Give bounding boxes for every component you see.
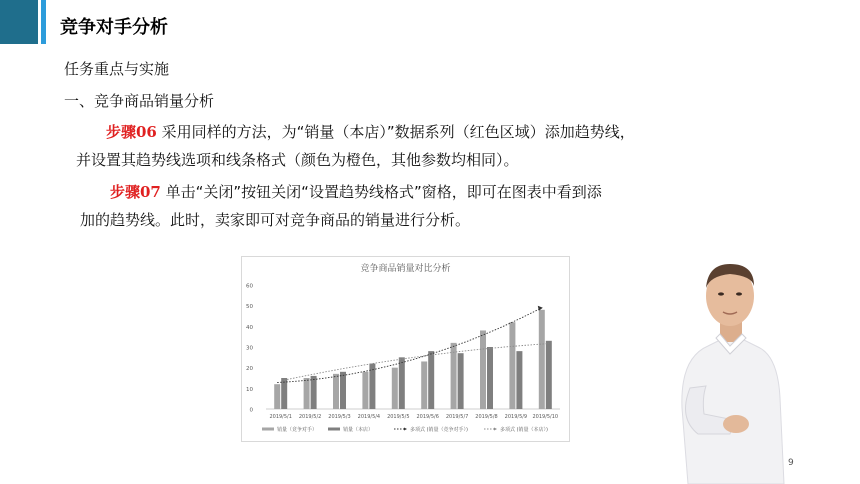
step6-paragraph (76, 118, 776, 174)
legend-label: 销量（竞争对手） (277, 427, 318, 433)
chart-title: 竞争商品销量对比分析 (360, 264, 451, 274)
bar-competitor (421, 361, 427, 409)
step6-label: 步骤06 (106, 123, 157, 141)
step7-text1: 单击“关闭”按钮关闭“设置趋势线格式”窗格，即可在图表中看到添 (160, 183, 602, 201)
x-tick-label: 2019/5/9 (504, 414, 528, 420)
bar-competitor (274, 384, 280, 409)
bar-store (311, 376, 317, 409)
y-tick-label: 50 (246, 304, 253, 311)
legend-label: 多项式 (销量（本店）) (500, 427, 548, 433)
legend-swatch (262, 428, 274, 431)
x-tick-label: 2019/5/6 (416, 414, 439, 420)
x-tick-label: 2019/5/3 (328, 414, 351, 420)
bar-store (399, 357, 405, 409)
sales-comparison-chart[interactable] (241, 256, 570, 442)
x-tick-label: 2019/5/10 (532, 414, 559, 420)
bar-store (516, 351, 522, 409)
x-tick-label: 2019/5/4 (357, 414, 381, 420)
x-tick-label: 2019/5/2 (298, 414, 322, 420)
step6-text2: 并设置其趋势线选项和线条格式（颜色为橙色，其他参数均相同）。 (76, 151, 519, 169)
y-tick-label: 40 (246, 324, 253, 331)
section-subtitle: 任务重点与实施 (64, 60, 170, 78)
presenter-photo (668, 258, 796, 484)
step7-line1 (76, 178, 756, 206)
legend-label: 销量（本店） (343, 427, 374, 433)
bar-competitor (333, 374, 339, 409)
bar-store (281, 378, 287, 409)
bar-store (487, 347, 493, 409)
y-tick-label: 30 (246, 345, 253, 352)
x-tick-label: 2019/5/1 (269, 414, 292, 420)
header-accent-light (41, 0, 46, 44)
chart-svg (242, 257, 569, 441)
step7-label: 步骤07 (110, 183, 161, 201)
trendline-store (284, 344, 549, 381)
header-accent-bar (0, 0, 46, 44)
y-tick-label: 0 (249, 407, 253, 414)
bar-competitor (362, 372, 368, 409)
y-tick-label: 20 (246, 366, 253, 373)
bar-competitor (392, 368, 398, 409)
header-accent-dark (0, 0, 38, 44)
bar-competitor (539, 310, 545, 409)
bar-competitor (304, 378, 310, 409)
bar-competitor (451, 343, 457, 409)
bar-store (428, 351, 434, 409)
bar-store (458, 353, 464, 409)
y-tick-label: 60 (246, 283, 253, 290)
legend-arrow (404, 428, 407, 431)
page-number: 9 (788, 458, 794, 468)
step7-paragraph (76, 178, 756, 234)
x-tick-label: 2019/5/8 (475, 414, 498, 420)
y-tick-label: 10 (246, 386, 253, 393)
legend-arrow (494, 428, 497, 431)
bar-competitor (509, 322, 515, 409)
step6-line1 (76, 118, 776, 146)
bar-store (546, 341, 552, 409)
bar-store (340, 372, 346, 409)
legend-swatch (328, 428, 340, 431)
legend-label: 多项式 (销量（竞争对手）) (410, 427, 468, 433)
step6-text1: 采用同样的方法，为“销量（本店）”数据系列（红色区域）添加趋势线， (156, 123, 635, 141)
bar-competitor (480, 330, 486, 409)
section-heading: 一、竞争商品销量分析 (64, 92, 215, 110)
x-tick-label: 2019/5/7 (445, 414, 469, 420)
trendline-competitor (277, 308, 542, 383)
step7-text2: 加的趋势线。此时，卖家即可对竞争商品的销量进行分析。 (80, 211, 471, 229)
x-tick-label: 2019/5/5 (387, 414, 410, 420)
page-title: 竞争对手分析 (60, 17, 168, 38)
